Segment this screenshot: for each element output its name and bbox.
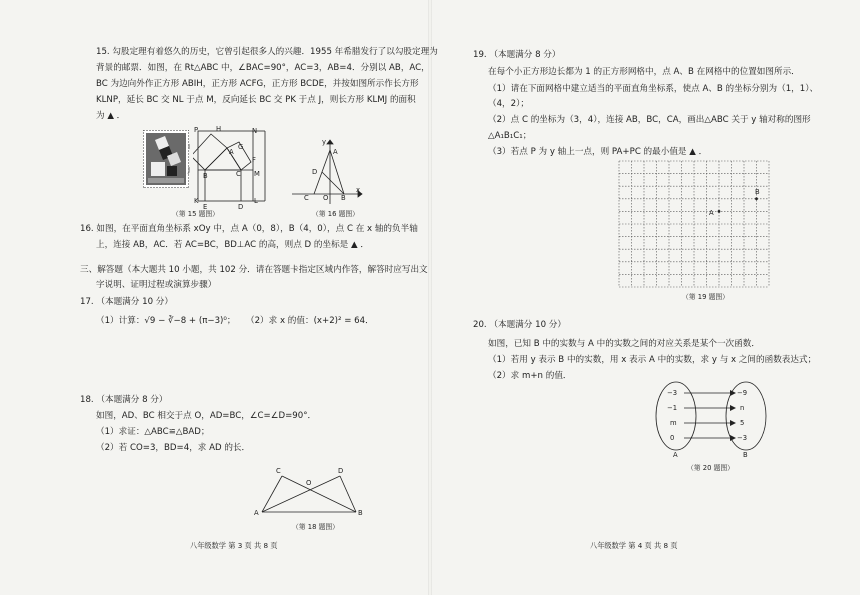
q19-title: 19. （本题满分 8 分） — [473, 50, 561, 60]
fig15-label-C: C — [236, 170, 241, 178]
q18-title: 18. （本题满分 8 分） — [80, 395, 168, 405]
q17-title: 17. （本题满分 10 分） — [80, 297, 173, 307]
q18-part1: （1）求证：△ABC≌△BAD； — [96, 427, 210, 437]
q19-part3: （3）若点 P 为 y 轴上一点，则 PA+PC 的最小值是 ▲ ． — [488, 147, 708, 157]
greek-stamp-image — [143, 130, 189, 188]
fig16-caption: （第 16 题图） — [312, 210, 359, 218]
fig16-label-A: A — [333, 148, 338, 156]
fig19-label-A: A — [709, 209, 714, 217]
fig15-label-P: P — [194, 126, 199, 134]
q20-part1: （1）若用 y 表示 B 中的实数，用 x 表示 A 中的实数，求 y 与 x 之间的函数表达式； — [488, 355, 817, 365]
q19-part1b: （4，2）； — [488, 99, 530, 109]
fig15-label-L: L — [254, 197, 258, 205]
fig15-label-B: B — [203, 172, 208, 180]
setB-item-0: −9 — [737, 389, 748, 397]
q15-line5: 为 ▲ ． — [96, 111, 126, 121]
fig19-label-B: B — [755, 188, 760, 196]
grid-point-A — [718, 210, 721, 213]
fig18-label-A: A — [254, 509, 259, 517]
setA-item-1: −1 — [667, 404, 678, 412]
q16-line2: 上，连接 AB，AC．若 AC=BC，BD⊥AC 的高，则点 D 的坐标是 ▲ ． — [96, 240, 369, 250]
q18-line1: 如图，AD、BC 相交于点 O，AD=BC，∠C=∠D=90°． — [96, 411, 317, 421]
q19-line1: 在每个小正方形边长都为 1 的正方形网格中，点 A、B 在网格中的位置如图所示． — [488, 67, 800, 77]
setB-label: B — [743, 451, 748, 459]
fig18-label-O: O — [306, 479, 312, 487]
setA-item-3: 0 — [670, 434, 675, 442]
page-fold — [428, 0, 432, 595]
fig15-label-M: M — [254, 170, 260, 178]
q15-line3: BC 为边向外作正方形 ABIH，正方形 ACFG，正方形 BCDE，并按如图所示作长方形 — [96, 79, 419, 89]
setA-item-2: m — [670, 419, 677, 427]
fig15-label-H: H — [216, 125, 222, 133]
fig15-label-F: F — [252, 156, 256, 164]
fig15-label-J: J — [188, 166, 191, 174]
fig16-label-y: y — [322, 138, 327, 146]
setA-label: A — [673, 451, 678, 459]
fig18-caption: （第 18 题图） — [292, 523, 339, 531]
setB-item-3: −3 — [737, 434, 748, 442]
fig15-label-D: D — [238, 203, 244, 211]
q15-line4: KLNP，延长 BC 交 NL 于点 M，反向延长 BC 交 PK 于点 J，则长方形 KLMJ 的面积 — [96, 95, 416, 105]
fig18-label-C: C — [276, 467, 281, 475]
setA-item-0: −3 — [667, 389, 678, 397]
q19-part2b: △A₁B₁C₁； — [488, 131, 532, 141]
figure-18-diagram — [254, 470, 366, 518]
grid-point-B — [755, 197, 758, 200]
q20-part2: （2）求 m+n 的值． — [488, 371, 572, 381]
q17-part2: （2）求 x 的值：(x+2)² = 64． — [246, 316, 374, 326]
setB-item-2: 5 — [740, 419, 745, 427]
fig16-label-B: B — [341, 194, 346, 202]
fig15-label-I: I — [188, 143, 191, 151]
fig15-label-G: G — [238, 143, 244, 151]
fig18-label-D: D — [338, 467, 344, 475]
q18-part2: （2）若 CO=3，BD=4，求 AD 的长． — [96, 443, 251, 453]
q15-line1: 15. 勾股定理有着悠久的历史，它曾引起很多人的兴趣．1955 年希腊发行了以勾股定理为 — [96, 47, 438, 57]
q20-line1: 如图，已知 B 中的实数与 A 中的实数之间的对应关系是某个一次函数． — [488, 339, 760, 349]
setB-item-1: n — [740, 404, 745, 412]
left-footer: 八年级数学 第 3 页 共 8 页 — [190, 541, 278, 550]
fig16-label-D: D — [312, 168, 318, 176]
fig15-label-A: A — [229, 148, 234, 156]
fig15-label-K: K — [194, 197, 199, 205]
right-footer: 八年级数学 第 4 页 共 8 页 — [590, 541, 678, 550]
q15-line2: 背景的邮票．如图，在 Rt△ABC 中，∠BAC=90°，AC=3，AB=4．分别以 AB，AC， — [96, 63, 430, 73]
q17-part1: （1）计算：√9 − ∛−8 + (π−3)⁰； — [96, 316, 236, 326]
fig15-label-E: E — [203, 203, 208, 211]
fig15-caption: （第 15 题图） — [172, 210, 219, 218]
fig16-label-x: x — [356, 186, 361, 194]
figure-15-diagram — [193, 126, 271, 206]
fig18-label-B: B — [358, 509, 363, 517]
fig19-caption: （第 19 题图） — [682, 293, 729, 301]
section3-line1: 三、解答题（本大题共 10 小题，共 102 分．请在答题卡指定区域内作答，解答时应写出文 — [80, 265, 428, 275]
q19-part2a: （2）点 C 的坐标为（3，4），连接 AB，BC，CA，画出△ABC 关于 y 轴对称的图形 — [488, 115, 811, 125]
fig15-label-N: N — [252, 127, 258, 135]
q20-title: 20. （本题满分 10 分） — [473, 320, 566, 330]
fig20-caption: （第 20 题图） — [687, 464, 734, 472]
fig16-label-C: C — [304, 194, 309, 202]
section3-line2: 字说明、证明过程或演算步骤） — [96, 280, 217, 290]
figure-19-grid — [618, 160, 770, 288]
q16-line1: 16. 如图，在平面直角坐标系 xOy 中，点 A（0，8），B（4，0），点 C 在 x 轴的负半轴 — [80, 224, 418, 234]
fig16-label-O: O — [323, 194, 329, 202]
q19-part1a: （1）请在下面网格中建立适当的平面直角坐标系，使点 A、B 的坐标分别为（1，1）、 — [488, 84, 819, 94]
